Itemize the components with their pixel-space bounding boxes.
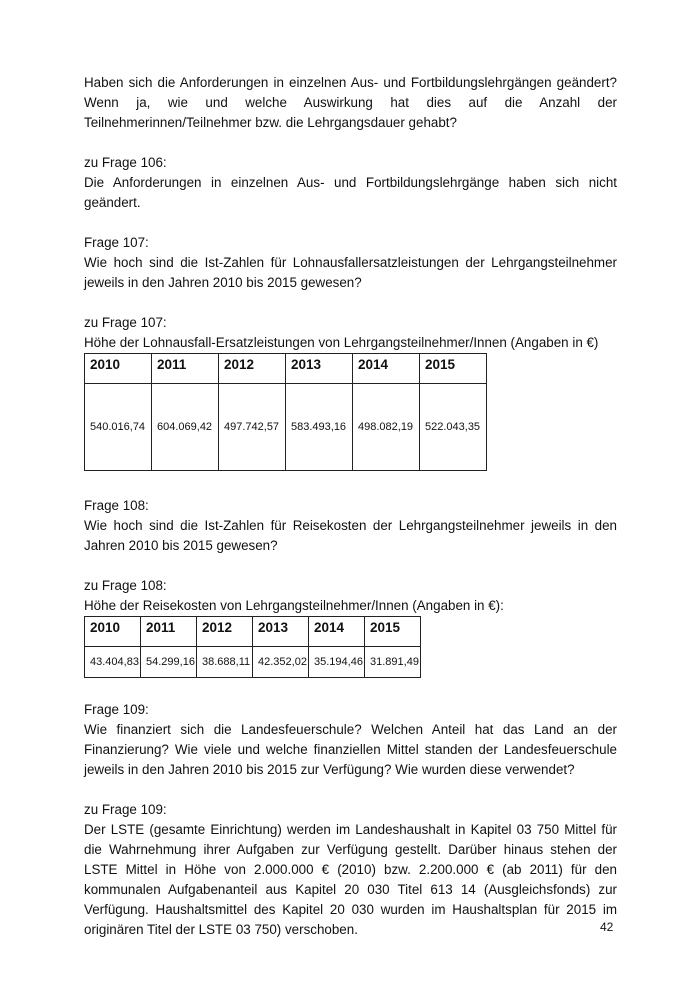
question-108-text: Wie hoch sind die Ist-Zahlen für Reisekosten der Lehrgangsteilnehmer jeweils in den Jahren 2010 bis 2015 gewesen? — [84, 518, 617, 553]
question-105-text: Haben sich die Anforderungen in einzelnen Aus- und Fortbildungslehrgängen geändert? Wenn ja, wie und welche Auswirkung hat dies auf die Anzahl der Teilnehmerinnen/Teilnehmer bzw. die Lehrgangsdauer gehabt? — [84, 75, 617, 130]
question-107-heading: Frage 107: — [84, 235, 149, 250]
year-header: 2010 — [85, 617, 141, 647]
year-header: 2015 — [420, 354, 487, 384]
document-page — [84, 73, 617, 940]
question-109-heading: Frage 109: — [84, 702, 149, 717]
year-header: 2011 — [141, 617, 197, 647]
answer-107-caption: Höhe der Lohnausfall-Ersatzleistungen von Lehrgangsteilnehmer/Innen (Angaben in €) — [84, 335, 599, 350]
table-cell: 42.352,02 — [253, 647, 309, 678]
answer-106-text: Die Anforderungen in einzelnen Aus- und Fortbildungslehrgänge haben sich nicht geändert. — [84, 175, 617, 210]
answer-106-heading: zu Frage 106: — [84, 155, 167, 170]
table-header-row — [85, 617, 421, 647]
table-cell: 38.688,11 — [197, 647, 253, 678]
table-cell: 583.493,16 — [286, 384, 353, 471]
table-cell: 43.404,83 — [85, 647, 141, 678]
wage-compensation-table — [84, 353, 487, 471]
year-header: 2014 — [309, 617, 365, 647]
year-header: 2015 — [365, 617, 421, 647]
year-header: 2011 — [152, 354, 219, 384]
answer-109-heading: zu Frage 109: — [84, 802, 167, 817]
page-number: 42 — [600, 920, 614, 934]
year-header: 2012 — [197, 617, 253, 647]
year-header: 2012 — [219, 354, 286, 384]
table-cell: 522.043,35 — [420, 384, 487, 471]
answer-108-heading: zu Frage 108: — [84, 578, 167, 593]
year-header: 2010 — [85, 354, 152, 384]
travel-cost-table — [84, 616, 421, 678]
table-cell: 31.891,49 — [365, 647, 421, 678]
table-cell: 35.194,46 — [309, 647, 365, 678]
answer-108-caption: Höhe der Reisekosten von Lehrgangsteilnehmer/Innen (Angaben in €): — [84, 598, 504, 613]
year-header: 2013 — [286, 354, 353, 384]
table-cell: 498.082,19 — [353, 384, 420, 471]
year-header: 2013 — [253, 617, 309, 647]
question-109-text: Wie finanziert sich die Landesfeuerschule? Welchen Anteil hat das Land an der Finanzierung? Wie viele und welche finanziellen Mittel standen der Landesfeuerschule jeweils in den Jahren 2010 bis 2015 zur Verfügung? Wie wurden diese verwendet? — [84, 722, 617, 777]
table-cell: 604.069,42 — [152, 384, 219, 471]
answer-107-heading: zu Frage 107: — [84, 315, 167, 330]
year-header: 2014 — [353, 354, 420, 384]
question-107-text: Wie hoch sind die Ist-Zahlen für Lohnausfallersatzleistungen der Lehrgangsteilnehmer jeweils in den Jahren 2010 bis 2015 gewesen? — [84, 255, 617, 290]
table-cell: 54.299,16 — [141, 647, 197, 678]
table-cell: 497.742,57 — [219, 384, 286, 471]
question-108-heading: Frage 108: — [84, 498, 149, 513]
table-cell: 540.016,74 — [85, 384, 152, 471]
table-row — [85, 384, 487, 471]
table-header-row — [85, 354, 487, 384]
answer-109-text: Der LSTE (gesamte Einrichtung) werden im Landeshaushalt in Kapitel 03 750 Mittel für die Wahrnehmung ihrer Aufgaben zur Verfügung gestellt. Darüber hinaus stehen der LSTE Mittel in Höhe von 2.000.000 € (2010) bzw. 2.200.000 € (ab 2011) für den kommunalen Aufgabenanteil aus Kapitel 20 030 Titel 613 14 (Ausgleichsfonds) zur Verfügung. Haushaltsmittel des Kapitel 20 030 wurden im Haushaltsplan für 2015 im originären Titel der LSTE 03 750) verschoben. — [84, 822, 617, 937]
table-row — [85, 647, 421, 678]
